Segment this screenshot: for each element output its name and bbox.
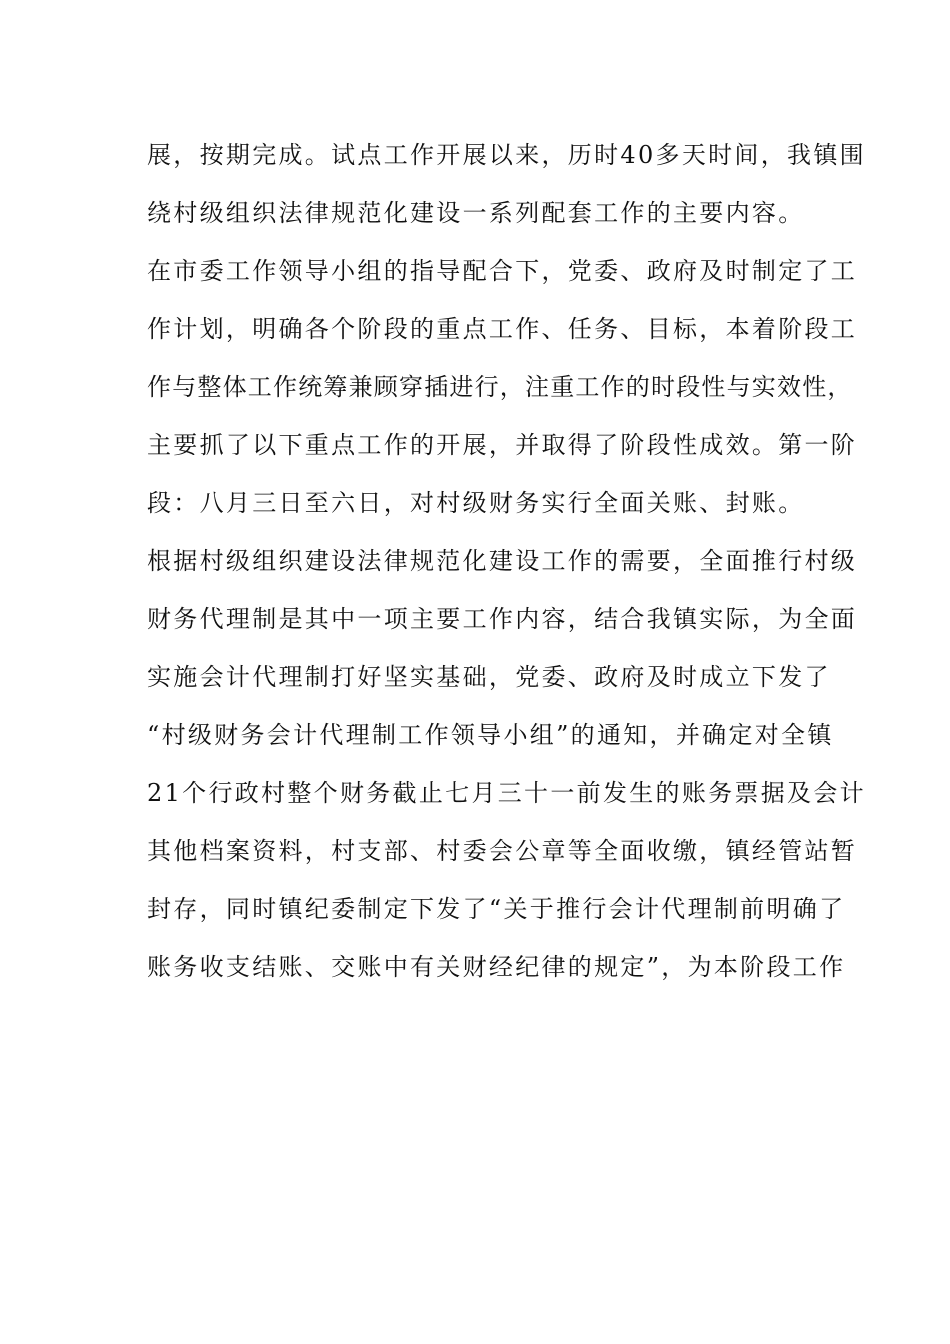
text-line: 封存，同时镇纪委制定下发了“关于推行会计代理制前明确了 <box>147 895 846 923</box>
text-line: 绕村级组织法律规范化建设一系列配套工作的主要内容。 <box>147 199 805 227</box>
text-line: 财务代理制是其中一项主要工作内容，结合我镇实际，为全面 <box>147 605 858 633</box>
text-line: 主要抓了以下重点工作的开展，并取得了阶段性成效。第一阶 <box>147 431 858 459</box>
text-line: 实施会计代理制打好坚实基础，党委、政府及时成立下发了 <box>147 663 831 691</box>
text-line: 21个行政村整个财务截止七月三十一前发生的账务票据及会计 <box>147 779 866 807</box>
text-line: 作与整体工作统筹兼顾穿插进行，注重工作的时段性与实效性， <box>147 373 853 401</box>
text-line: 其他档案资料，村支部、村委会公章等全面收缴，镇经管站暂 <box>147 837 858 865</box>
text-line: “村级财务会计代理制工作领导小组”的通知，并确定对全镇 <box>147 721 834 749</box>
text-line: 在市委工作领导小组的指导配合下，党委、政府及时制定了工 <box>147 257 858 285</box>
document-body <box>147 126 866 996</box>
text-line: 作计划，明确各个阶段的重点工作、任务、目标，本着阶段工 <box>147 315 858 343</box>
text-line: 段：八月三日至六日，对村级财务实行全面关账、封账。 <box>147 489 805 517</box>
text-line: 账务收支结账、交账中有关财经纪律的规定”，为本阶段工作 <box>147 953 846 981</box>
text-line: 根据村级组织建设法律规范化建设工作的需要，全面推行村级 <box>147 547 858 575</box>
text-line: 展，按期完成。试点工作开展以来，历时40多天时间，我镇围 <box>147 141 866 169</box>
